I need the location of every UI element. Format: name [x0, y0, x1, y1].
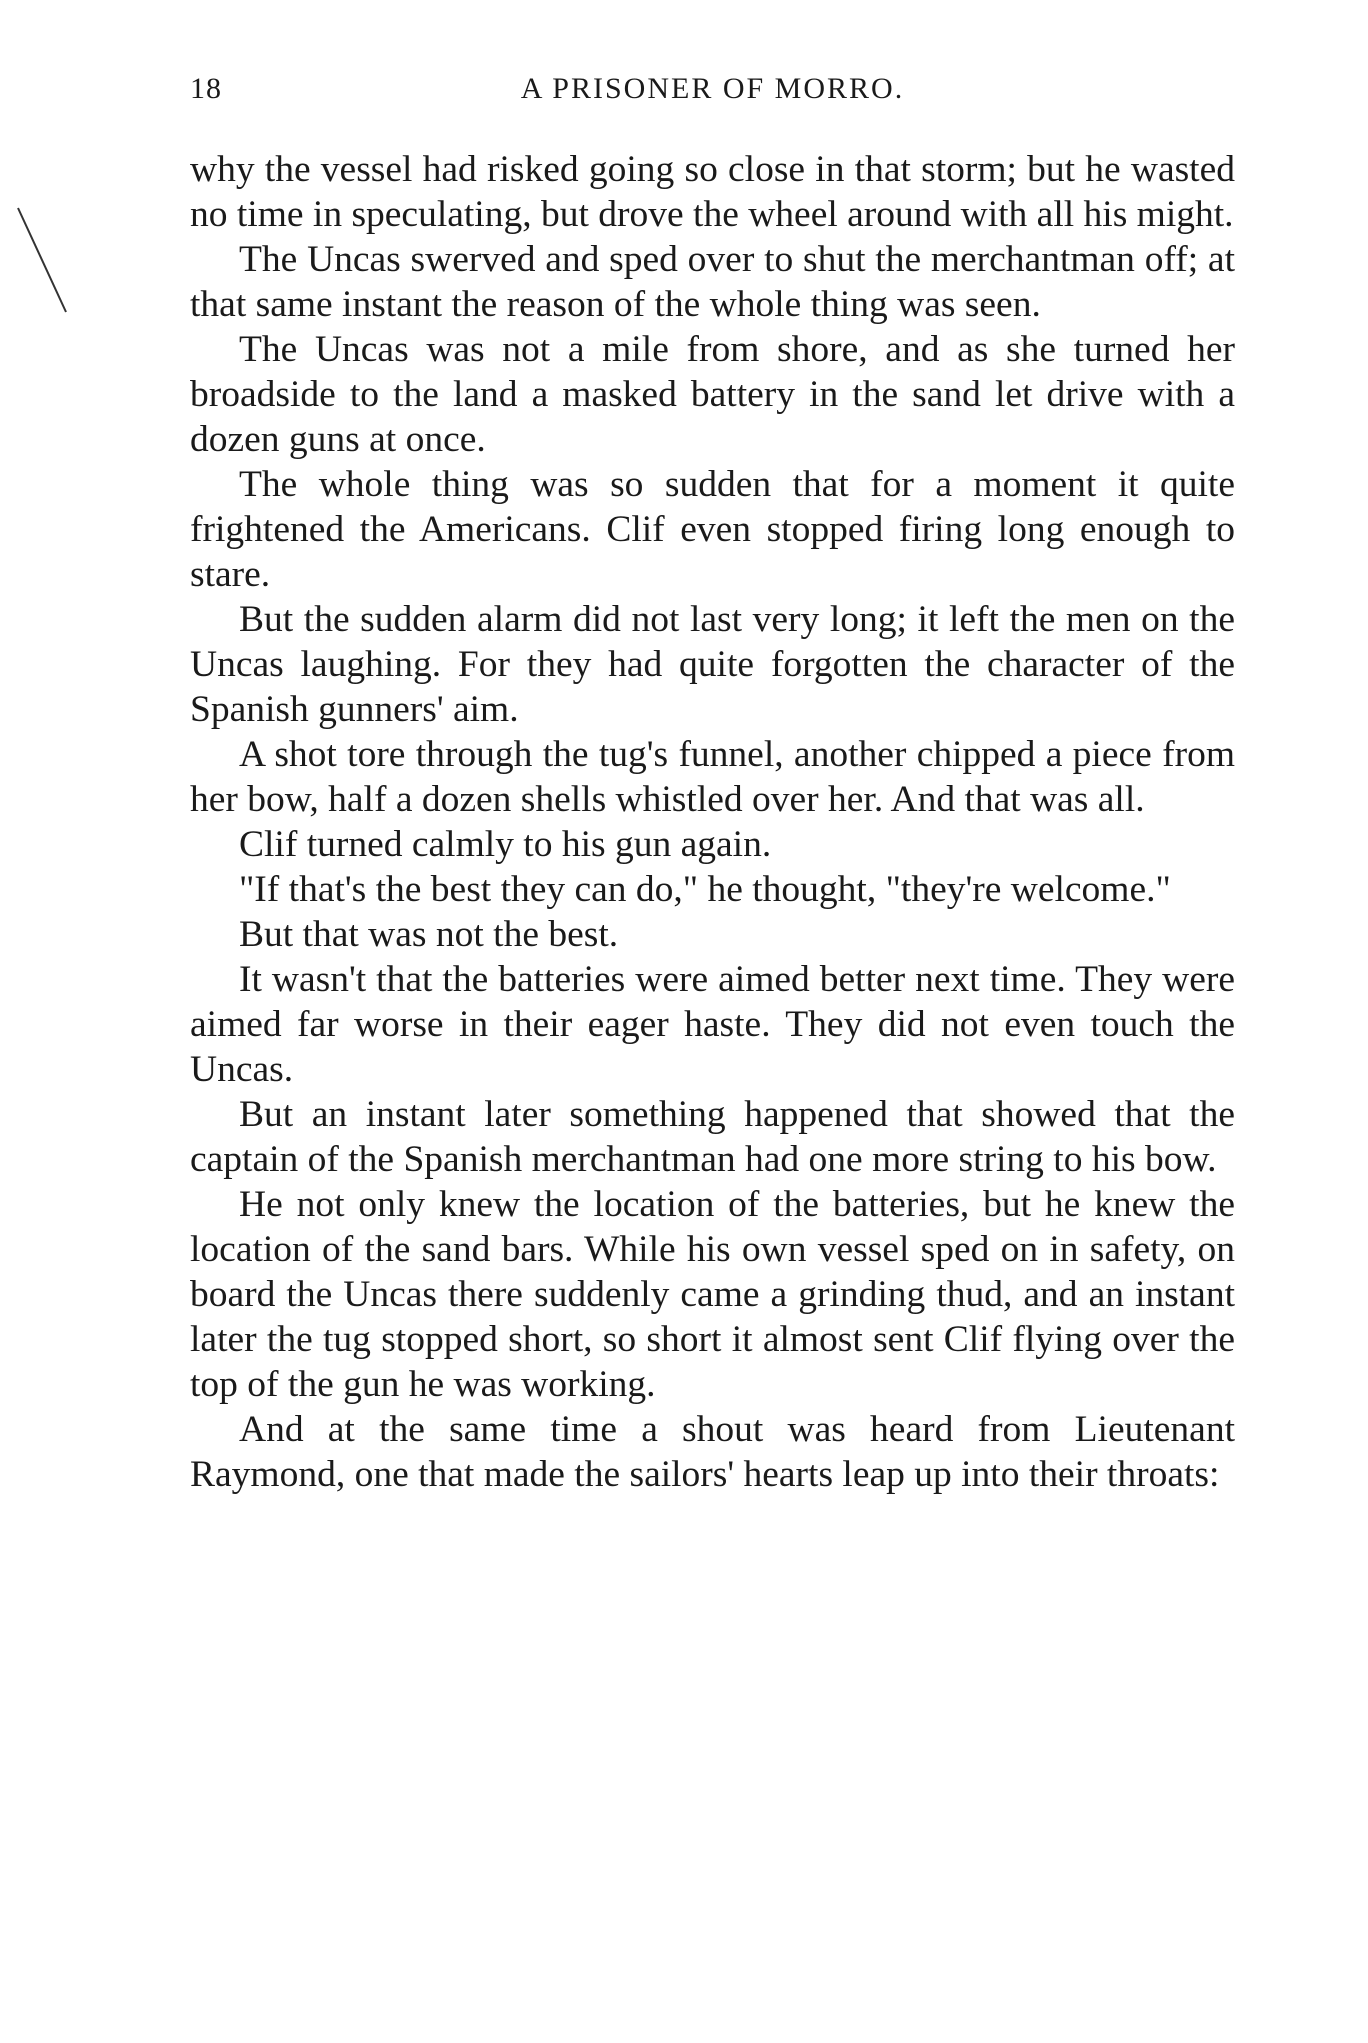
running-title: A PRISONER OF MORRO. — [520, 72, 905, 105]
margin-pencil-mark — [14, 200, 74, 320]
paragraph: The Uncas swerved and sped over to shut the merchantman off; at that same instant the reason of the whole thing was seen. — [190, 239, 1235, 325]
paragraph: "If that's the best they can do," he thought, "they're welcome." — [239, 869, 1171, 910]
page-header — [190, 72, 1235, 112]
paragraph: why the vessel had risked going so close in that storm; but he wasted no time in speculating, but drove the wheel around with all his might. — [190, 149, 1235, 235]
paragraph: But an instant later something happened that showed that the captain of the Spanish merchantman had one more string to his bow. — [190, 1094, 1235, 1180]
paragraph: A shot tore through the tug's funnel, another chipped a piece from her bow, half a dozen shells whistled over her. And that was all. — [190, 734, 1235, 820]
body-text — [190, 147, 1235, 1497]
page-number: 18 — [190, 72, 222, 105]
paragraph: The whole thing was so sudden that for a moment it quite frightened the Americans. Clif even stopped firing long enough to stare. — [190, 464, 1235, 595]
paragraph: Clif turned calmly to his gun again. — [239, 824, 772, 865]
paragraph: And at the same time a shout was heard from Lieutenant Raymond, one that made the sailors' hearts leap up into their throats: — [190, 1409, 1235, 1495]
paragraph: The Uncas was not a mile from shore, and as she turned her broadside to the land a masked battery in the sand let drive with a dozen guns at once. — [190, 329, 1235, 460]
paragraph: But that was not the best. — [239, 914, 619, 955]
paragraph: It wasn't that the batteries were aimed better next time. They were aimed far worse in their eager haste. They did not even touch the Uncas. — [190, 959, 1235, 1090]
paragraph: He not only knew the location of the batteries, but he knew the location of the sand bars. While his own vessel sped on in safety, on board the Uncas there suddenly came a grinding thud, and an instant later the tug stopped short, so short it almost sent Clif flying over the top of the gun he was working. — [190, 1184, 1235, 1405]
paragraph: But the sudden alarm did not last very long; it left the men on the Uncas laughing. For they had quite forgotten the character of the Spanish gunners' aim. — [190, 599, 1235, 730]
